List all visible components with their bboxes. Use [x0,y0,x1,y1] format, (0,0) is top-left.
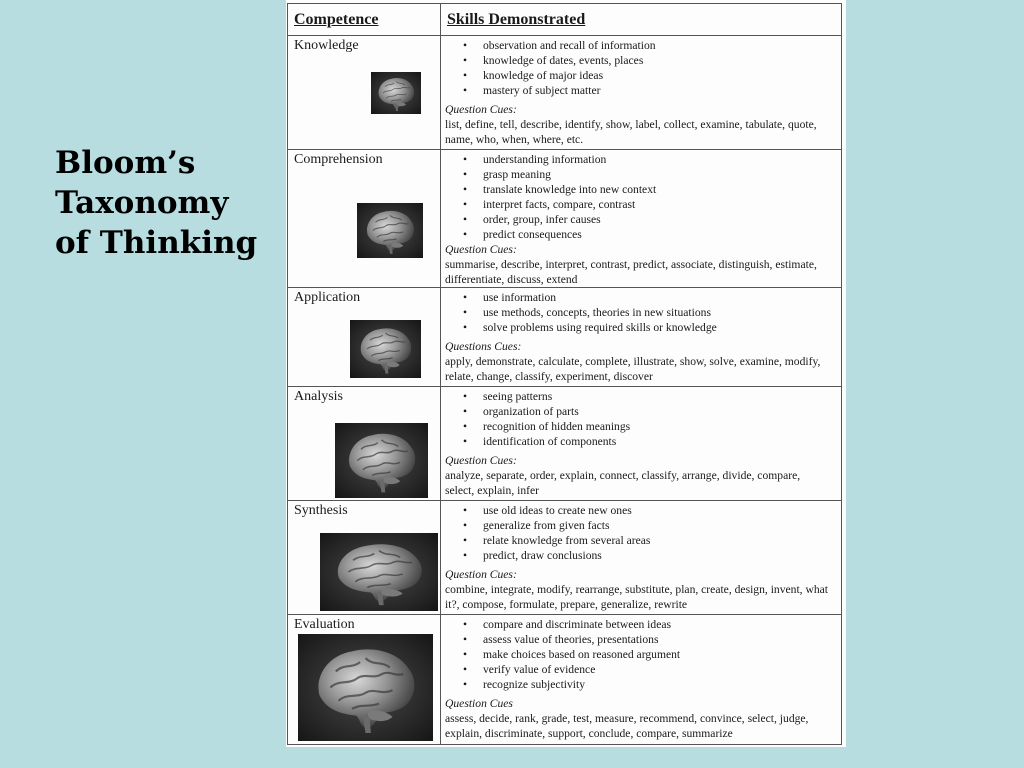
header-competence: Competence [288,4,441,36]
question-cues-text: analyze, separate, order, explain, connect, classify, arrange, divide, compare, select, explain, infer [445,469,801,497]
list-item: • verify value of evidence [463,662,835,677]
list-item: • recognition of hidden meanings [463,419,835,434]
skills-list [445,389,835,449]
skills-list [445,617,835,692]
question-cues-text: summarise, describe, interpret, contrast, predict, associate, distinguish, estimate, differentiate, discuss, extend [445,258,817,286]
table-row [288,615,842,745]
list-item: • use old ideas to create new ones [463,503,835,518]
list-item: • organization of parts [463,404,835,419]
list-item: • make choices based on reasoned argument [463,647,835,662]
competence-cell [288,387,441,501]
question-cues-text: list, define, tell, describe, identify, show, label, collect, examine, tabulate, quote, name, who, when, where, etc. [445,118,817,146]
list-item: • identification of components [463,434,835,449]
brain-icon [320,533,438,611]
list-item: • use information [463,290,835,305]
table-row [288,387,842,501]
list-item: • recognize subjectivity [463,677,835,692]
scanned-document [286,0,846,747]
competence-name: Comprehension [294,152,383,167]
question-cues-label: Question Cues [445,697,513,710]
list-item: • compare and discriminate between ideas [463,617,835,632]
competence-name: Application [294,290,361,305]
list-item: • observation and recall of information [463,38,835,53]
list-item: • predict, draw conclusions [463,548,835,563]
competence-cell [288,501,441,615]
competence-name: Evaluation [294,617,355,632]
list-item: • understanding information [463,152,835,167]
skills-cell [441,387,842,501]
list-item: • translate knowledge into new context [463,182,835,197]
slide-title-line: Bloom’s [55,145,196,181]
question-cues-text: combine, integrate, modify, rearrange, substitute, plan, create, design, invent, what it?, compose, formulate, prepare, generalize, rewrite [445,583,829,611]
competence-cell [288,615,441,745]
list-item: • knowledge of dates, events, places [463,53,835,68]
list-item: • interpret facts, compare, contrast [463,197,835,212]
competence-name: Knowledge [294,38,359,53]
list-item: • relate knowledge from several areas [463,533,835,548]
skills-cell [441,288,842,387]
question-cues-text: assess, decide, rank, grade, test, measure, recommend, convince, select, judge, explain, discriminate, support, conclude, compare, summarize [445,712,809,740]
list-item: • seeing patterns [463,389,835,404]
skills-cell [441,501,842,615]
slide-title-line: of Thinking [55,225,258,261]
slide-title [55,143,280,263]
table-row [288,36,842,150]
skills-cell [441,36,842,150]
question-cues-label: Question Cues: [445,103,517,116]
table-header-row [288,4,842,36]
list-item: • knowledge of major ideas [463,68,835,83]
table-row [288,501,842,615]
question-cues-label: Question Cues: [445,243,517,256]
list-item: • grasp meaning [463,167,835,182]
list-item: • use methods, concepts, theories in new situations [463,305,835,320]
header-skills: Skills Demonstrated [441,4,842,36]
question-cues-label: Question Cues: [445,454,517,467]
question-cues-text: apply, demonstrate, calculate, complete, illustrate, show, solve, examine, modify, relate, change, classify, experiment, discover [445,355,821,383]
competence-name: Synthesis [294,503,348,518]
skills-cell [441,615,842,745]
list-item: • assess value of theories, presentations [463,632,835,647]
skills-list [445,38,835,98]
skills-list [445,503,835,563]
brain-icon [298,634,433,741]
competence-cell [288,288,441,387]
competence-name: Analysis [294,389,343,404]
competence-cell [288,150,441,288]
skills-list [445,152,835,242]
table-row [288,288,842,387]
brain-icon [350,320,421,378]
list-item: • solve problems using required skills or knowledge [463,320,835,335]
brain-icon [335,423,428,498]
skills-list [445,290,835,335]
table-row [288,150,842,288]
slide-title-line: Taxonomy [55,185,229,221]
list-item: • order, group, infer causes [463,212,835,227]
list-item: • mastery of subject matter [463,83,835,98]
brain-icon [371,72,421,114]
brain-icon [357,203,423,258]
question-cues-label: Question Cues: [445,568,517,581]
question-cues-label: Questions Cues: [445,340,522,353]
list-item: • generalize from given facts [463,518,835,533]
list-item: • predict consequences [463,227,835,242]
competence-cell [288,36,441,150]
taxonomy-table [287,3,842,745]
skills-cell [441,150,842,288]
